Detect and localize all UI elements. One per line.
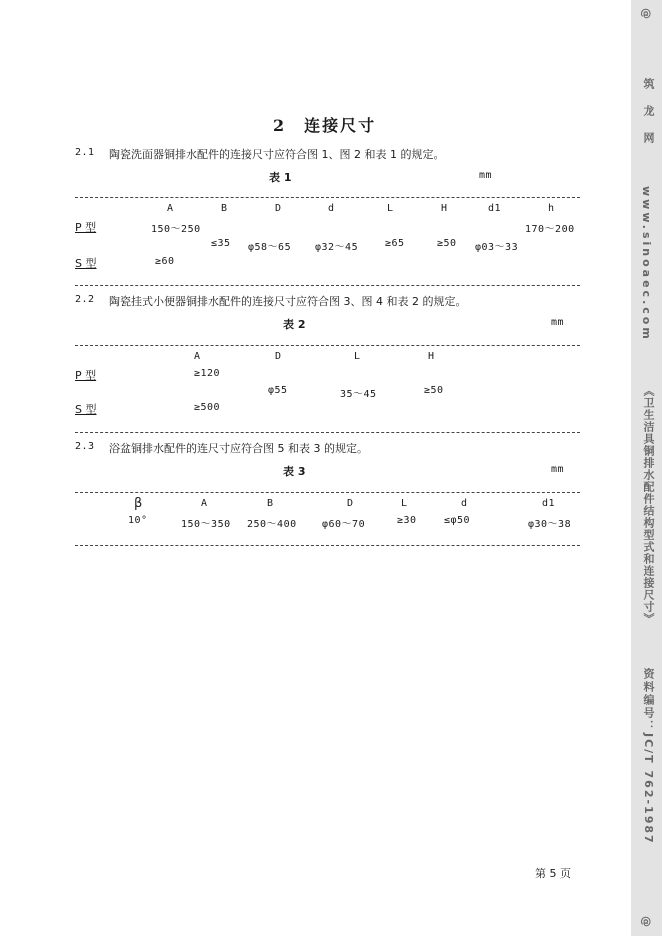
column-header: L [401,498,408,509]
table-title: 表 2 [283,318,306,331]
table-cell: 150～350 [181,519,231,530]
sidebar-doc-title: 《卫生洁具铜排水配件结构型式和连接尺寸》 [642,385,655,625]
column-header: B [267,498,274,509]
table-rule [75,545,580,546]
column-header: d1 [488,203,502,214]
table-title: 表 3 [283,465,306,478]
table-cell: φ30～38 [528,519,572,530]
section-number: 2.3 [75,441,95,452]
column-header: d [328,203,335,214]
column-header: H [428,351,435,362]
column-header: d [461,498,468,509]
section-number: 2.2 [75,294,95,305]
row-label: P 型 [75,221,97,234]
table-cell: φ55 [268,385,288,396]
sidebar-top-mark: @ [640,8,653,21]
column-header: D [347,498,354,509]
page-title: 2 连接尺寸 [273,116,377,135]
table-cell: ≤35 [211,238,231,249]
section-text: 陶瓷洗面器铜排水配件的连接尺寸应符合图 1、图 2 和表 1 的规定。 [109,148,445,161]
sidebar-doc-number: 资料编号：JC/T 762-1987 [642,668,655,845]
column-header: A [194,351,201,362]
table-cell: ≥30 [397,515,417,526]
table-rule [75,432,580,433]
section-text: 陶瓷挂式小便器铜排水配件的连接尺寸应符合图 3、图 4 和表 2 的规定。 [109,295,467,308]
table-cell: 150～250 [151,224,201,235]
table-cell: 250～400 [247,519,297,530]
section-number: 2.1 [75,147,95,158]
section-text: 浴盆铜排水配件的连尺寸应符合图 5 和表 3 的规定。 [109,442,368,455]
table-cell: ≥65 [385,238,405,249]
table-cell: 35～45 [340,389,377,400]
table-cell: ≤φ50 [444,515,471,526]
table-unit: mm [551,464,565,475]
table-cell: ≥50 [424,385,444,396]
sidebar-site-name: 筑 龙 网 [642,78,655,149]
column-header: A [167,203,174,214]
table-cell: ≥50 [437,238,457,249]
table-cell: 10° [128,515,148,526]
table-cell: φ58～65 [248,242,292,253]
table-rule [75,285,580,286]
table-cell: ≥120 [194,368,221,379]
sidebar-url: www.sinoaec.com [640,186,653,342]
table-cell: ≥500 [194,402,221,413]
table-rule [75,345,580,346]
table-cell: φ03～33 [475,242,519,253]
table-title: 表 1 [269,171,292,184]
table-rule [75,492,580,493]
column-header: h [548,203,555,214]
column-header: β [134,496,143,511]
page-number: 第 5 页 [535,867,571,880]
column-header: L [354,351,361,362]
column-header: D [275,203,282,214]
row-label: P 型 [75,369,97,382]
column-header: L [387,203,394,214]
table-cell: φ60～70 [322,519,366,530]
column-header: D [275,351,282,362]
table-rule [75,197,580,198]
table-unit: mm [551,317,565,328]
table-cell: φ32～45 [315,242,359,253]
table-cell: ≥60 [155,256,175,267]
table-cell: 170～200 [525,224,575,235]
column-header: A [201,498,208,509]
column-header: B [221,203,228,214]
row-label: S 型 [75,403,97,416]
row-label: S 型 [75,257,97,270]
watermark-sidebar [631,0,662,936]
sidebar-bottom-mark: @ [640,916,653,929]
column-header: d1 [542,498,556,509]
table-unit: mm [479,170,493,181]
column-header: H [441,203,448,214]
